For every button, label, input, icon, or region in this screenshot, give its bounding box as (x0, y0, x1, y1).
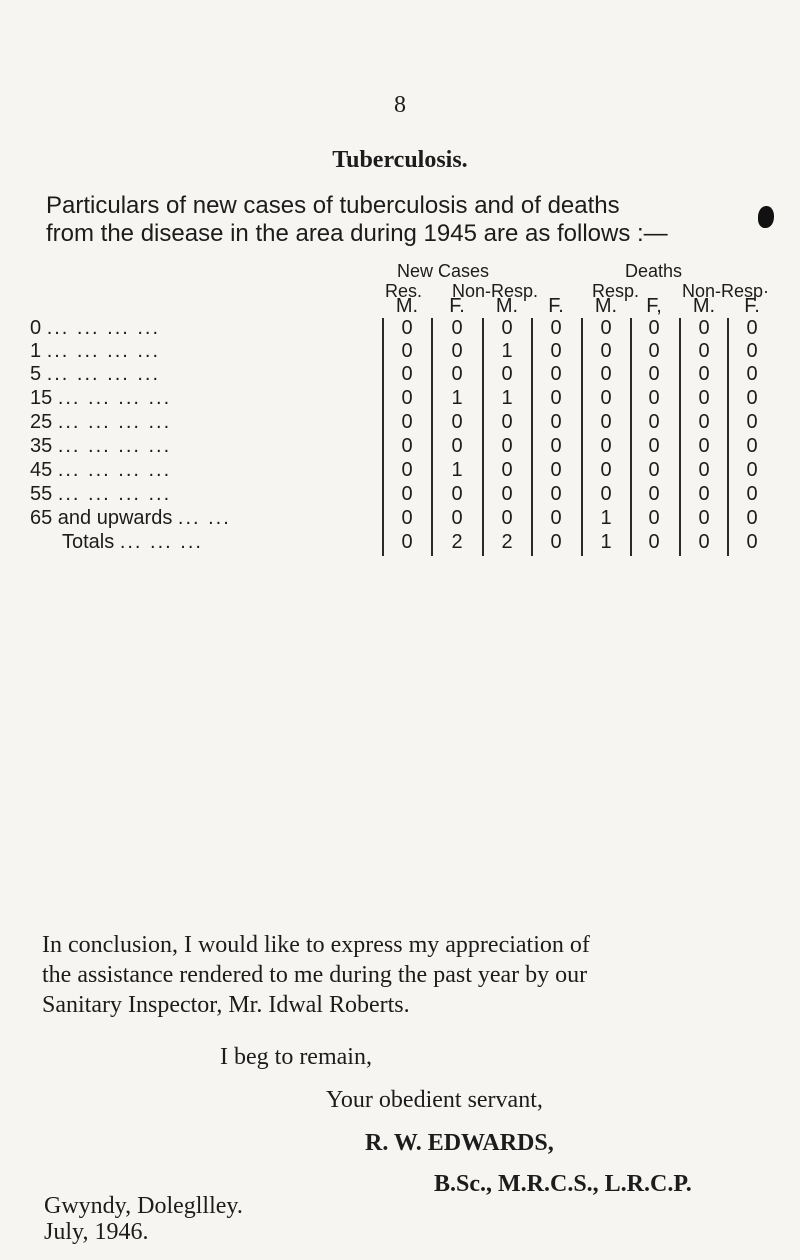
age-group: 0 (30, 317, 42, 339)
table-cell: 0 (746, 435, 758, 457)
table-cell: 0 (501, 411, 513, 433)
leader-dots: ... ... ... ... (57, 387, 172, 409)
table-cell: 0 (698, 387, 710, 409)
table-cell: 0 (550, 411, 562, 433)
leader-dots: ... ... ... (119, 531, 203, 553)
table-cell: 0 (401, 459, 413, 481)
table-cell: 0 (401, 507, 413, 529)
table-cell: 0 (550, 483, 562, 505)
table-cell: 0 (698, 317, 710, 339)
leader-dots: ... ... ... ... (57, 483, 172, 505)
row-label (30, 482, 171, 506)
sex-header-5: F, (646, 295, 662, 317)
age-group: 5 (30, 363, 42, 385)
address-line-1: Gwyndy, Dolegllley. (44, 1193, 243, 1219)
age-group: Totals (62, 531, 115, 553)
intro-line-2: from the disease in the area during 1945 are as follows :— (46, 220, 668, 247)
table-cell: 0 (648, 435, 660, 457)
table-cell: 0 (550, 340, 562, 362)
intro-paragraph (46, 192, 766, 248)
table-cell: 0 (746, 363, 758, 385)
table-cell: 0 (648, 411, 660, 433)
table-cell: 0 (698, 340, 710, 362)
table-cell: 0 (501, 435, 513, 457)
table-cell: 0 (648, 507, 660, 529)
column-rule (679, 318, 681, 556)
table-cell: 0 (550, 317, 562, 339)
table-cell: 0 (501, 483, 513, 505)
row-label (30, 458, 171, 482)
table-cell: 0 (698, 411, 710, 433)
row-label (30, 434, 171, 458)
leader-dots: ... ... (177, 507, 231, 529)
table-cell: 0 (698, 363, 710, 385)
table-cell: 0 (746, 507, 758, 529)
age-group: 35 (30, 435, 53, 457)
conclusion-line-1: In conclusion, I would like to express my appreciation of (42, 932, 590, 958)
leader-dots: ... ... ... ... (57, 411, 172, 433)
table-cell: 0 (451, 340, 463, 362)
table-cell: 0 (401, 483, 413, 505)
header-resp: Resp. (592, 281, 640, 301)
table-cell: 0 (600, 483, 612, 505)
header-deaths: Deaths (625, 261, 683, 281)
section-heading: Tuberculosis. (332, 147, 468, 173)
table-cell: 0 (648, 363, 660, 385)
table-cell: 0 (600, 340, 612, 362)
table-cell: 0 (746, 340, 758, 362)
age-group: 65 and upwards (30, 507, 173, 529)
table-cell: 0 (451, 507, 463, 529)
table-cell: 0 (648, 483, 660, 505)
age-group: 55 (30, 483, 53, 505)
conclusion-paragraph (42, 930, 762, 1020)
table-cell: 0 (746, 411, 758, 433)
address-line-2: July, 1946. (44, 1219, 149, 1245)
table-cell: 0 (698, 435, 710, 457)
signatory-qualifications: B.Sc., M.R.C.S., L.R.C.P. (434, 1171, 692, 1197)
table-cell: 0 (401, 411, 413, 433)
table-cell: 0 (648, 531, 660, 553)
table-cell: 0 (451, 363, 463, 385)
table-cell: 0 (600, 387, 612, 409)
age-group: 15 (30, 387, 53, 409)
table-cell: 0 (648, 459, 660, 481)
table-cell: 0 (648, 387, 660, 409)
ink-blot (758, 206, 774, 228)
table-cell: 0 (501, 363, 513, 385)
sex-header-4: M. (594, 295, 618, 317)
table-cell: 1 (501, 387, 513, 409)
sex-header-2: M. (495, 295, 519, 317)
table-cell: 0 (746, 459, 758, 481)
table-cell: 2 (501, 531, 513, 553)
age-group: 45 (30, 459, 53, 481)
page-number: 8 (394, 92, 406, 118)
table-cell: 0 (746, 483, 758, 505)
table-cell: 0 (648, 340, 660, 362)
table-cell: 1 (600, 507, 612, 529)
table-cell: 0 (451, 435, 463, 457)
table-cell: 0 (600, 411, 612, 433)
table-cell: 0 (451, 411, 463, 433)
table-cell: 0 (746, 531, 758, 553)
leader-dots: ... ... ... ... (57, 435, 172, 457)
table-cell: 0 (600, 459, 612, 481)
table-cell: 0 (451, 317, 463, 339)
row-label (30, 339, 160, 363)
row-label (30, 410, 171, 434)
table-cell: 0 (501, 507, 513, 529)
table-cell: 1 (600, 531, 612, 553)
table-cell: 0 (550, 435, 562, 457)
row-label (30, 316, 160, 340)
sex-header-6: M. (692, 295, 716, 317)
closing-servant: Your obedient servant, (326, 1087, 543, 1113)
table-cell: 0 (600, 317, 612, 339)
row-label (30, 362, 160, 386)
header-non-resp-deaths: Non-Resp· (682, 281, 770, 301)
table-cell: 0 (600, 363, 612, 385)
row-label (30, 386, 171, 410)
table-cell: 0 (746, 317, 758, 339)
header-non-resp-cases: Non-Resp. (452, 281, 539, 301)
table-cell: 0 (550, 531, 562, 553)
sex-header-1: F. (449, 295, 465, 317)
sex-header-7: F. (744, 295, 760, 317)
age-group: 1 (30, 340, 42, 362)
sex-header-3: F. (548, 295, 564, 317)
column-rule (431, 318, 433, 556)
table-cell: 0 (401, 317, 413, 339)
age-group: 25 (30, 411, 53, 433)
table-cell: 0 (550, 507, 562, 529)
intro-line-1: Particulars of new cases of tuberculosis and of deaths (46, 192, 620, 219)
leader-dots: ... ... ... ... (46, 317, 161, 339)
leader-dots: ... ... ... ... (46, 363, 161, 385)
column-rule (581, 318, 583, 556)
table-cell: 0 (600, 435, 612, 457)
column-rule (531, 318, 533, 556)
table-cell: 0 (401, 363, 413, 385)
table-cell: 0 (550, 363, 562, 385)
table-cell: 0 (401, 531, 413, 553)
table-cell: 1 (501, 340, 513, 362)
sex-header-0: M. (395, 295, 419, 317)
table-cell: 0 (698, 507, 710, 529)
row-label (62, 530, 203, 554)
table-cell: 0 (648, 317, 660, 339)
table-cell: 0 (401, 340, 413, 362)
table-cell: 0 (698, 459, 710, 481)
row-label (30, 506, 231, 530)
conclusion-line-2: the assistance rendered to me during the past year by our (42, 962, 588, 988)
table-cell: 0 (550, 387, 562, 409)
closing-beg: I beg to remain, (220, 1044, 372, 1070)
table-cell: 0 (501, 317, 513, 339)
table-cell: 1 (451, 387, 463, 409)
table-cell: 1 (451, 459, 463, 481)
header-new-cases: New Cases (397, 261, 490, 281)
leader-dots: ... ... ... ... (57, 459, 172, 481)
table-cell: 0 (698, 531, 710, 553)
table-cell: 0 (401, 387, 413, 409)
table-cell: 0 (698, 483, 710, 505)
column-rule (727, 318, 729, 556)
header-res: Res. (385, 281, 423, 301)
table-cell: 0 (501, 459, 513, 481)
column-rule (382, 318, 384, 556)
column-rule (482, 318, 484, 556)
table-cell: 0 (401, 435, 413, 457)
signatory-name: R. W. EDWARDS, (365, 1130, 554, 1156)
column-rule (630, 318, 632, 556)
table-cell: 0 (451, 483, 463, 505)
table-cell: 2 (451, 531, 463, 553)
conclusion-line-3: Sanitary Inspector, Mr. Idwal Roberts. (42, 992, 410, 1018)
leader-dots: ... ... ... ... (46, 340, 161, 362)
table-cell: 0 (550, 459, 562, 481)
table-cell: 0 (746, 387, 758, 409)
